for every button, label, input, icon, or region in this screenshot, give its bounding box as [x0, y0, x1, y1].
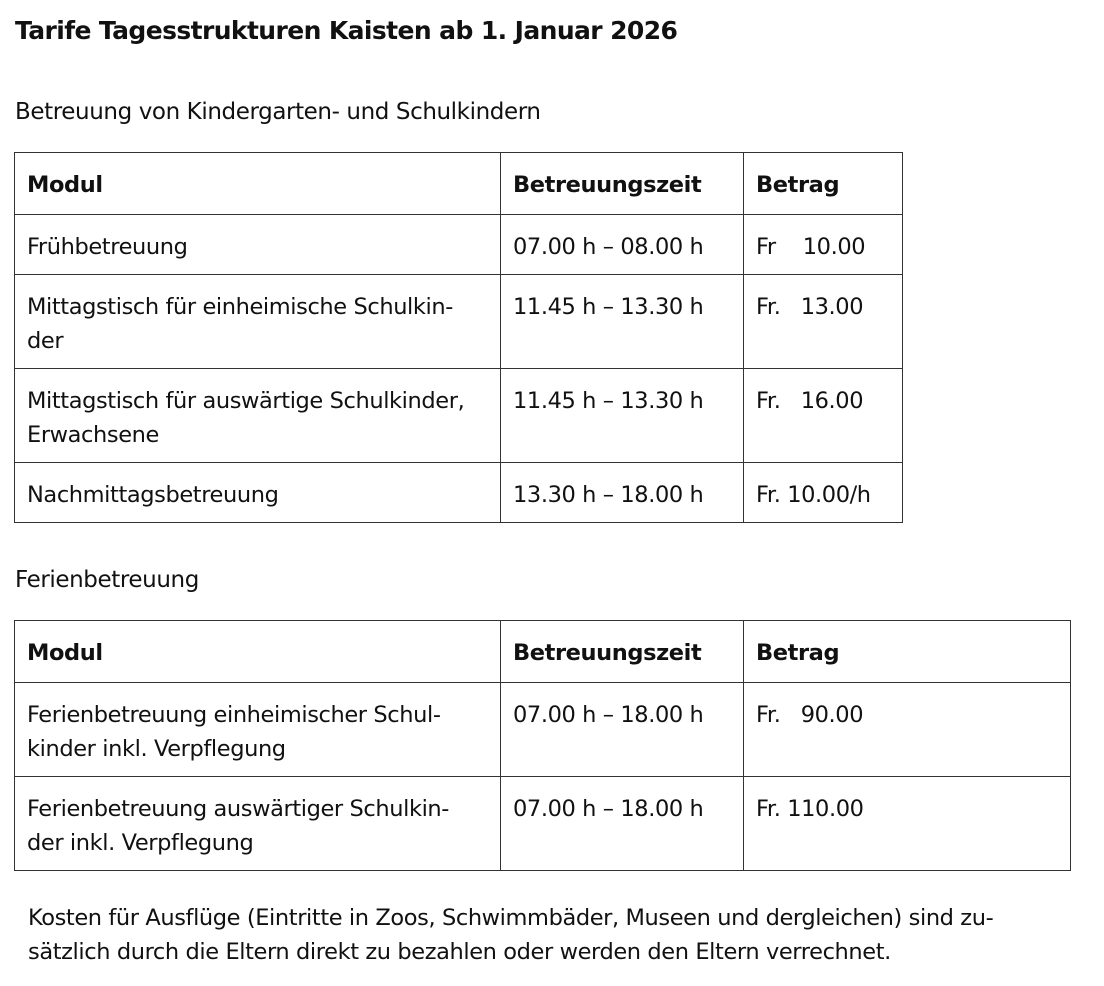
cost-note: Kosten für Ausflüge (Eintritte in Zoos, Schwimmbäder, Museen und dergleichen) sind zu- sätzlich durch die Eltern direkt zu bezahlen oder werden den Eltern verrechnet. — [28, 905, 994, 965]
column-header-zeit: Betreuungszeit — [501, 621, 744, 683]
cell-betrag: Fr. 13.00 — [744, 275, 903, 369]
tariff-table-betreuung — [14, 152, 903, 523]
table-row — [15, 215, 903, 275]
cell-betrag: Fr. 10.00/h — [744, 463, 903, 523]
cell-modul: Ferienbetreuung einheimischer Schul- kinder inkl. Verpflegung — [15, 683, 501, 777]
table-header-row — [15, 153, 903, 215]
page-title: Tarife Tagesstrukturen Kaisten ab 1. Januar 2026 — [15, 16, 678, 45]
cell-zeit: 11.45 h – 13.30 h — [501, 369, 744, 463]
cell-modul: Mittagstisch für einheimische Schulkin- der — [15, 275, 501, 369]
section-heading-ferien: Ferienbetreuung — [15, 567, 199, 593]
cell-modul: Mittagstisch für auswärtige Schulkinder, Erwachsene — [15, 369, 501, 463]
cell-modul: Ferienbetreuung auswärtiger Schulkin- der inkl. Verpflegung — [15, 777, 501, 871]
cell-modul: Frühbetreuung — [15, 215, 501, 275]
column-header-betrag: Betrag — [744, 153, 903, 215]
cell-betrag: Fr. 16.00 — [744, 369, 903, 463]
cell-zeit: 13.30 h – 18.00 h — [501, 463, 744, 523]
table-row — [15, 777, 1071, 871]
cell-betrag: Fr. 90.00 — [744, 683, 1071, 777]
column-header-modul: Modul — [15, 621, 501, 683]
cell-betrag: Fr 10.00 — [744, 215, 903, 275]
table-header-row — [15, 621, 1071, 683]
table-row — [15, 463, 903, 523]
column-header-zeit: Betreuungszeit — [501, 153, 744, 215]
table-row — [15, 369, 903, 463]
cell-zeit: 11.45 h – 13.30 h — [501, 275, 744, 369]
column-header-modul: Modul — [15, 153, 501, 215]
tariff-table-ferien — [14, 620, 1071, 871]
table-row — [15, 683, 1071, 777]
cell-zeit: 07.00 h – 08.00 h — [501, 215, 744, 275]
section-heading-betreuung: Betreuung von Kindergarten- und Schulkindern — [15, 99, 541, 125]
cell-zeit: 07.00 h – 18.00 h — [501, 683, 744, 777]
table-row — [15, 275, 903, 369]
cell-modul: Nachmittagsbetreuung — [15, 463, 501, 523]
cell-zeit: 07.00 h – 18.00 h — [501, 777, 744, 871]
cell-betrag: Fr. 110.00 — [744, 777, 1071, 871]
column-header-betrag: Betrag — [744, 621, 1071, 683]
